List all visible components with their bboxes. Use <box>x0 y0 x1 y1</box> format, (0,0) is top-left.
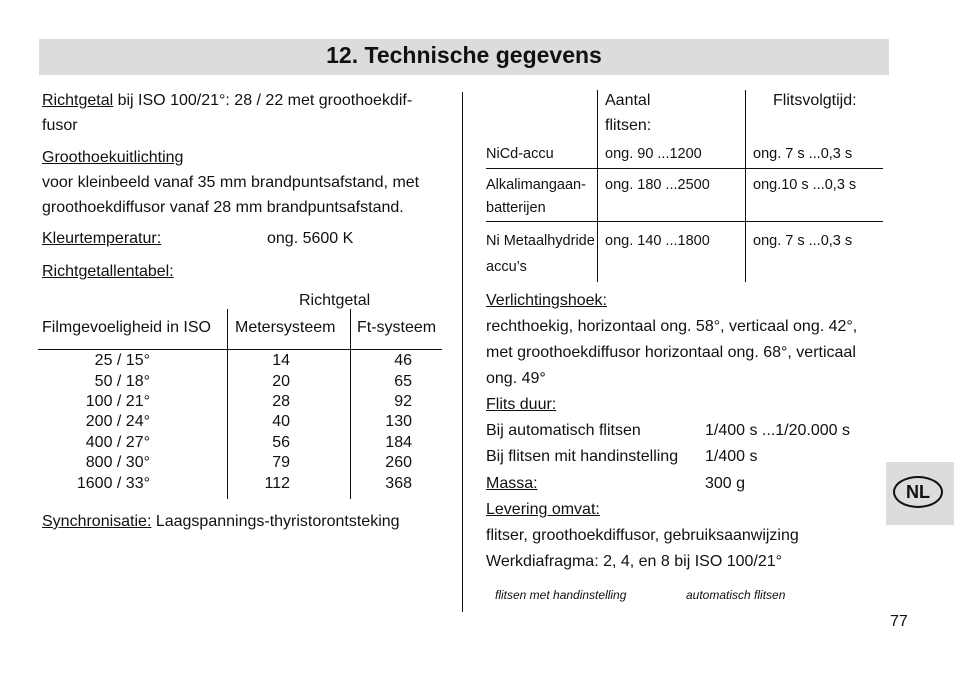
title-bar <box>39 39 889 75</box>
battery-row-aantal: ong. 90 ...1200 <box>605 146 702 162</box>
table-cell: 40 <box>272 413 290 430</box>
page-number: 77 <box>890 613 908 630</box>
table-header-iso: Filmgevoeligheid in ISO <box>42 319 211 336</box>
battery-table-rule-2 <box>486 221 883 222</box>
tabel-label: Richtgetallentabel: <box>42 263 174 280</box>
battery-table-divider-1 <box>597 90 598 282</box>
duur-auto-value: 1/400 s ...1/20.000 s <box>705 422 850 439</box>
duur-hand-label: Bij flitsen mit handinstelling <box>486 448 679 465</box>
footnote-right: automatisch flitsen <box>686 588 786 602</box>
table-cell: 20 <box>272 373 290 390</box>
kleur-label: Kleurtemperatur: <box>42 230 162 247</box>
table-cell: 65 <box>394 373 412 390</box>
sync-label: Synchronisatie: <box>42 513 152 530</box>
battery-row-label: NiCd-accu <box>486 146 554 162</box>
table-cell: 260 <box>385 454 412 471</box>
sync-line <box>42 513 400 531</box>
battery-row-volgtijd: ong. 7 s ...0,3 s <box>753 233 853 249</box>
battery-row-aantal: ong. 140 ...1800 <box>605 233 710 249</box>
header-aantal-2: flitsen: <box>605 117 652 134</box>
battery-row-label: Ni Metaalhydride <box>486 233 595 249</box>
massa-label: Massa: <box>486 475 538 492</box>
battery-table-divider-2 <box>745 90 746 282</box>
table-cell: 28 <box>272 393 290 410</box>
sync-value: Laagspannings-thyristorontsteking <box>151 513 400 530</box>
table-cell: 184 <box>385 434 412 451</box>
kleur-value: ong. 5600 K <box>267 230 354 247</box>
richtgetal-label: Richtgetal <box>42 92 114 109</box>
battery-row-volgtijd: ong.10 s ...0,3 s <box>753 177 857 193</box>
table-rule <box>38 349 442 350</box>
table-header-ft: Ft-systeem <box>357 319 437 336</box>
language-tab <box>886 462 954 525</box>
table-cell: 100 / 21° <box>85 393 150 410</box>
groothoek-text-2: groothoekdiffusor vanaf 28 mm brandpuntsafstand. <box>42 199 404 216</box>
table-cell: 800 / 30° <box>85 454 150 471</box>
table-cell: 130 <box>385 413 412 430</box>
table-cell: 112 <box>264 475 290 492</box>
battery-row-volgtijd: ong. 7 s ...0,3 s <box>753 146 853 162</box>
language-badge: NL <box>893 476 943 508</box>
verlichting-text-1: rechthoekig, horizontaal ong. 58°, verticaal ong. 42°, <box>486 318 858 335</box>
header-aantal-1: Aantal <box>605 92 651 109</box>
table-cell: 50 / 18° <box>94 373 150 390</box>
richtgetal-text: bij ISO 100/21°: 28 / 22 met groothoekdif- <box>113 92 413 109</box>
levering-label: Levering omvat: <box>486 501 600 518</box>
werkdiafragma-value: Werkdiafragma: 2, 4, en 8 bij ISO 100/21° <box>486 553 783 570</box>
richtgetal-line <box>42 92 412 110</box>
battery-table-rule-1 <box>486 168 883 169</box>
table-divider-1 <box>227 309 228 499</box>
table-header-meter: Metersysteem <box>235 319 336 336</box>
battery-row-label: Alkalimangaan- <box>486 177 586 193</box>
column-divider <box>462 92 463 612</box>
footnote-left: flitsen met handinstelling <box>495 588 627 602</box>
table-cell: 368 <box>385 475 412 492</box>
table-group-header: Richtgetal <box>299 292 371 309</box>
duur-hand-value: 1/400 s <box>705 448 758 465</box>
table-cell: 25 / 15° <box>94 352 150 369</box>
levering-value: flitser, groothoekdiffusor, gebruiksaanwijzing <box>486 527 799 544</box>
table-cell: 1600 / 33° <box>76 475 150 492</box>
table-cell: 92 <box>394 393 412 410</box>
groothoek-label: Groothoekuitlichting <box>42 149 184 166</box>
page-title: 12. Technische gegevens <box>326 42 602 68</box>
verlichting-text-2: met groothoekdiffusor horizontaal ong. 68°, verticaal <box>486 344 856 361</box>
table-cell: 14 <box>272 352 290 369</box>
table-cell: 400 / 27° <box>85 434 150 451</box>
battery-row-label-2: batterijen <box>486 200 546 216</box>
groothoek-text-1: voor kleinbeeld vanaf 35 mm brandpuntsafstand, met <box>42 174 420 191</box>
richtgetal-text-2: fusor <box>42 117 78 134</box>
verlichting-label: Verlichtingshoek: <box>486 292 607 309</box>
table-divider-2 <box>350 309 351 499</box>
table-cell: 46 <box>394 352 412 369</box>
table-cell: 200 / 24° <box>85 413 150 430</box>
table-cell: 56 <box>272 434 290 451</box>
massa-value: 300 g <box>705 475 746 492</box>
battery-row-aantal: ong. 180 ...2500 <box>605 177 710 193</box>
battery-row-label-2: accu’s <box>486 259 527 275</box>
table-cell: 79 <box>272 454 290 471</box>
header-volgtijd: Flitsvolgtijd: <box>773 92 857 109</box>
duur-label: Flits duur: <box>486 396 557 413</box>
duur-auto-label: Bij automatisch flitsen <box>486 422 641 439</box>
verlichting-text-3: ong. 49° <box>486 370 546 387</box>
